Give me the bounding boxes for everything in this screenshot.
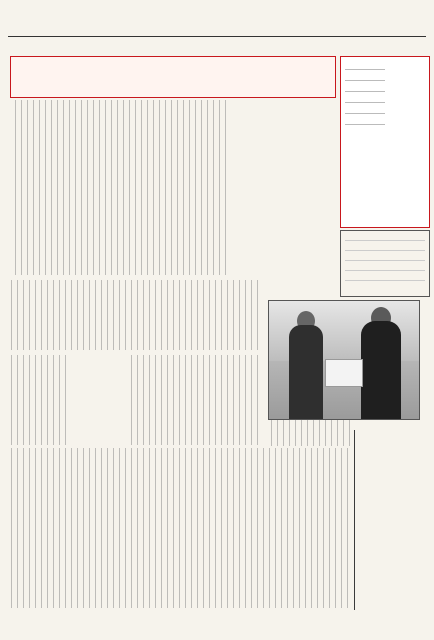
staff-box (340, 230, 430, 297)
masthead (340, 56, 430, 228)
page-footer (10, 612, 424, 632)
article-text (266, 420, 352, 446)
news-photo (268, 300, 420, 420)
article-text (10, 448, 350, 608)
article-text (10, 280, 260, 350)
page-header (8, 6, 426, 37)
article-text (10, 355, 68, 445)
special-issue-banner (10, 56, 336, 98)
article-text (10, 100, 228, 275)
article-text (126, 355, 260, 445)
masthead-info (345, 63, 385, 223)
column-rule (354, 430, 355, 610)
